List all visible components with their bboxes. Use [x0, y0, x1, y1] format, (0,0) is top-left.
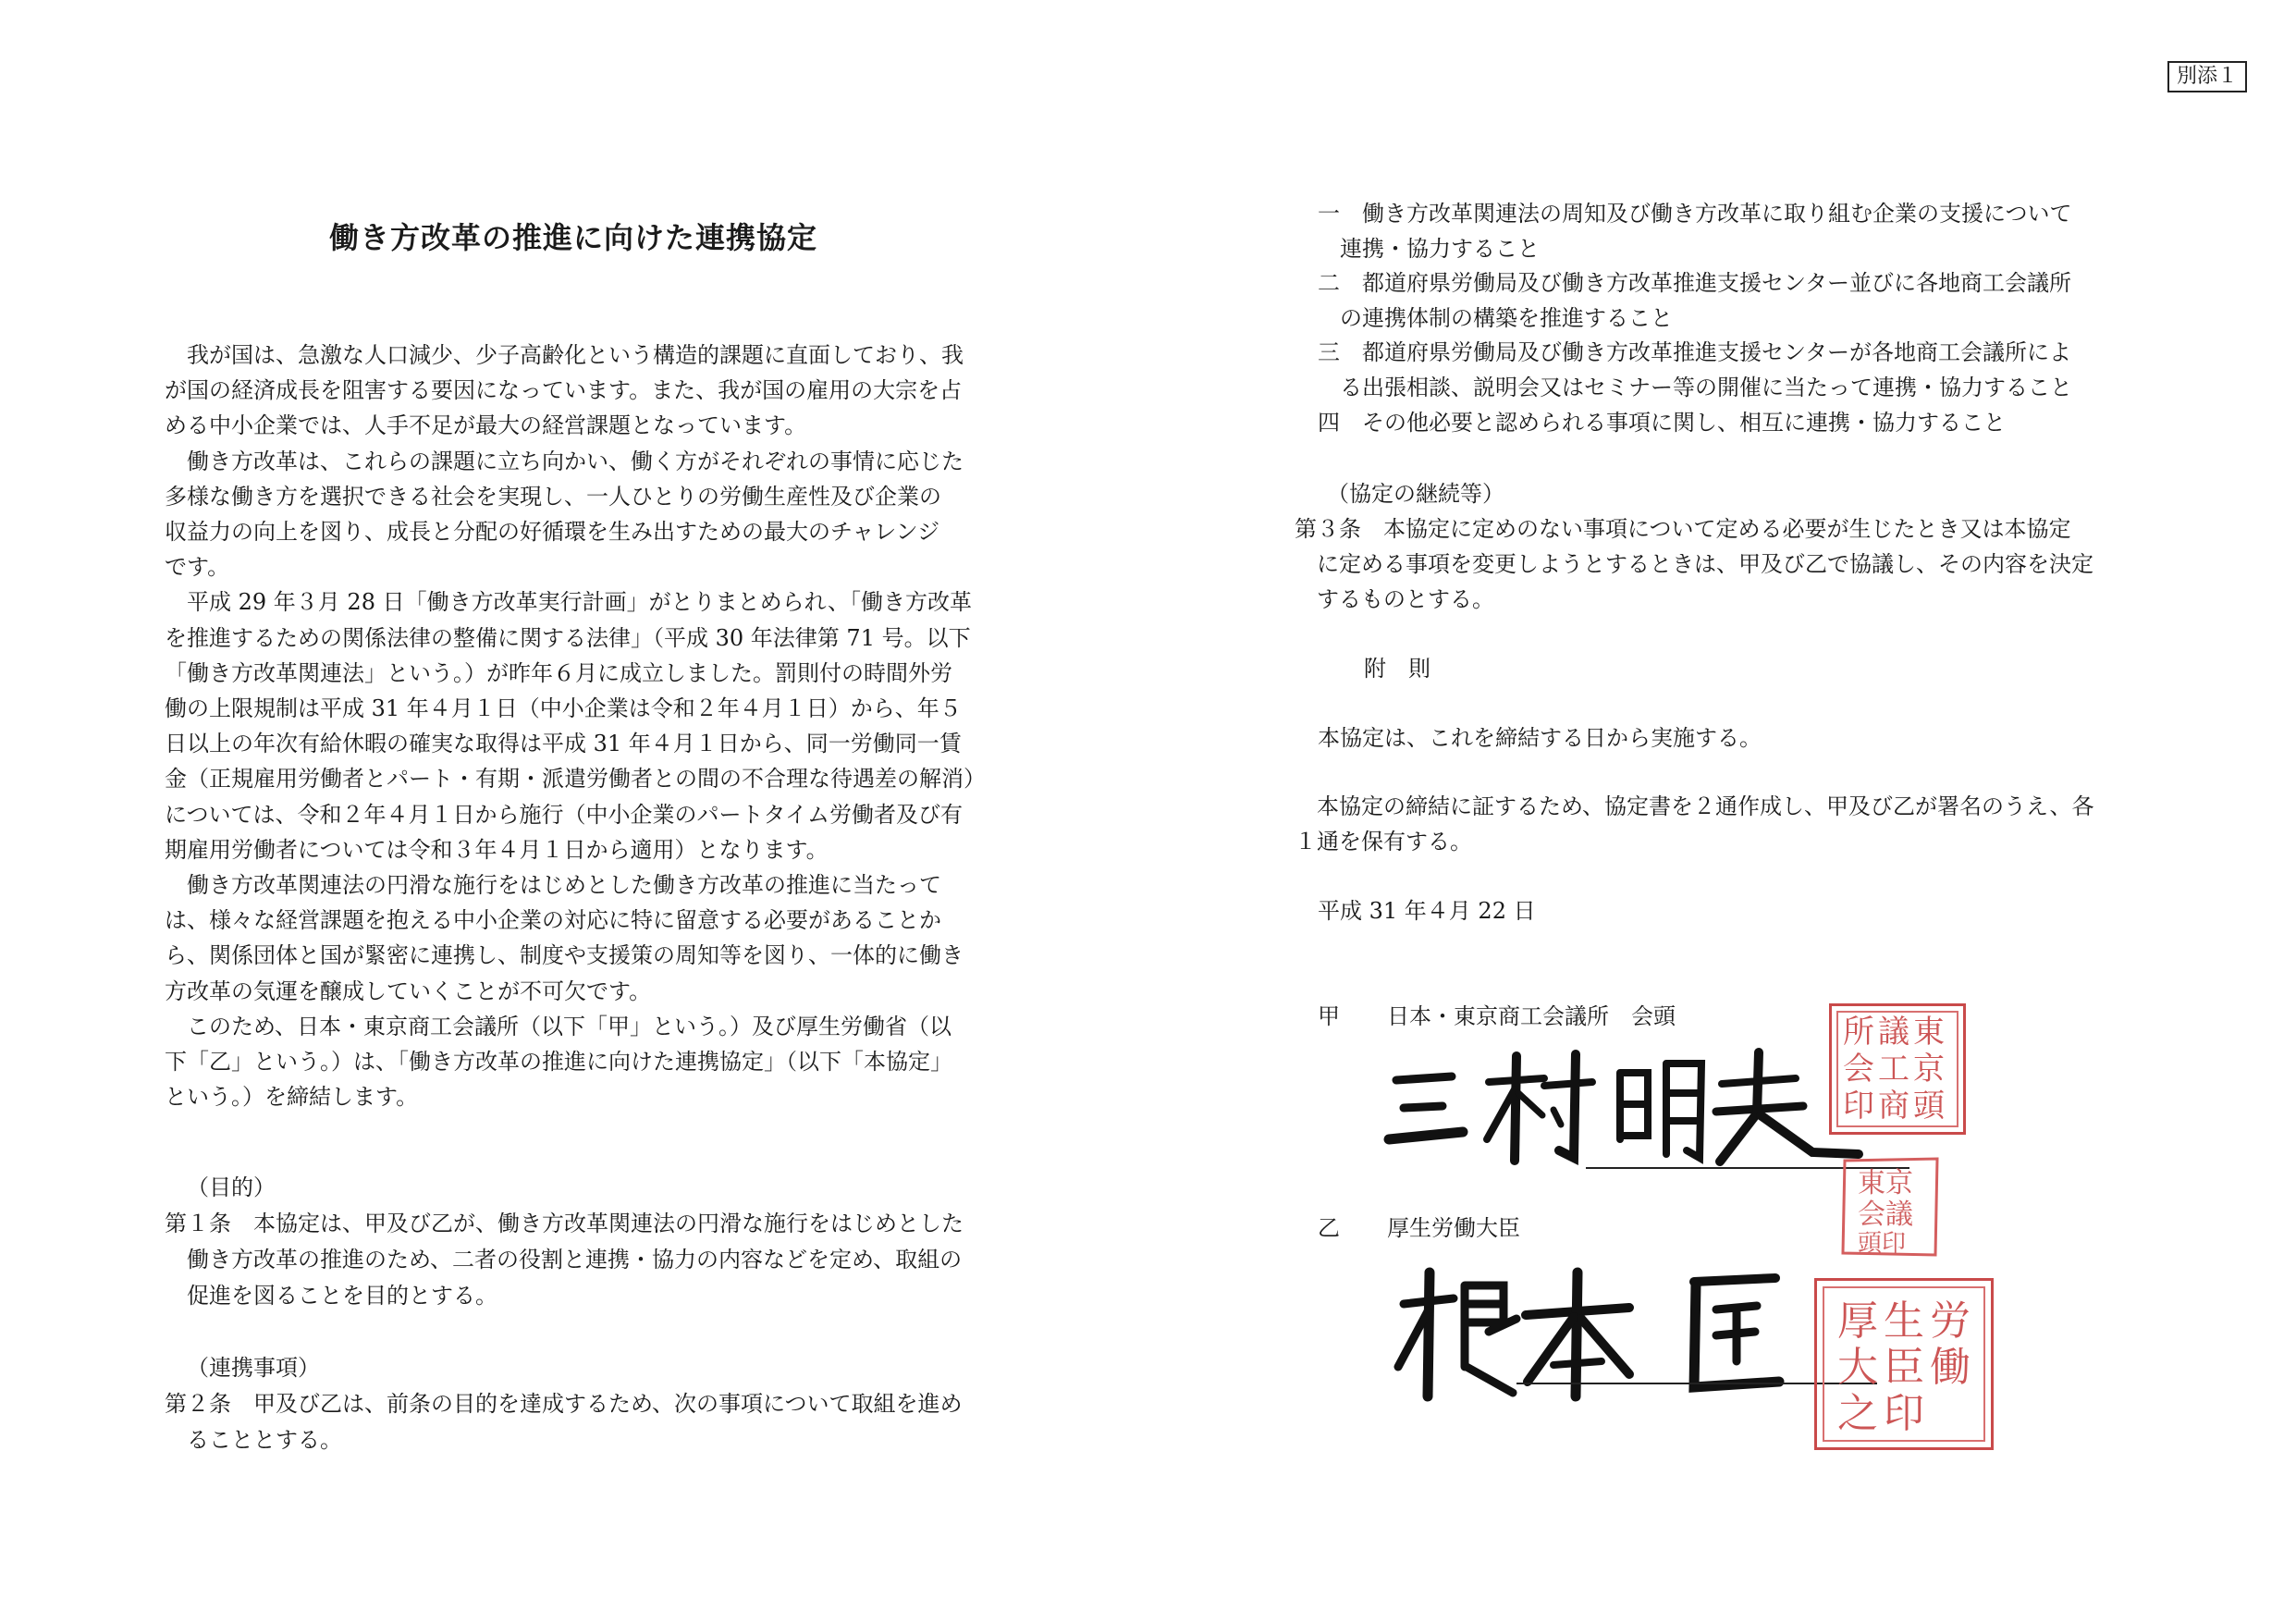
- preamble-line: このため、日本・東京商工会議所（以下「甲」という。）及び厚生労働省（以: [165, 1013, 952, 1039]
- cooperation-item-line: 二 都道府県労働局及び働き方改革推進支援センター並びに各地商工会議所: [1318, 270, 2072, 297]
- article3-line: に定める事項を変更しようとするときは、甲及び乙で協議し、その内容を決定: [1295, 551, 2093, 577]
- preamble-line: 日以上の年次有給休暇の確実な取得は平成 31 年４月１日から、同一労働同一賃: [165, 731, 962, 757]
- party-b-label: 乙: [1318, 1215, 1340, 1241]
- preamble-line: 働の上限規制は平成 31 年４月１日（中小企業は令和２年４月１日）から、年５: [165, 695, 962, 721]
- cooperation-item-line: る出張相談、説明会又はセミナー等の開催に当たって連携・協力すること: [1318, 375, 2072, 400]
- preamble-line: 期雇用労働者については令和３年４月１日から適用）となります。: [165, 836, 829, 863]
- preamble-line: 我が国は、急激な人口減少、少子高齢化という構造的課題に直面しており、我: [165, 342, 964, 368]
- party-a-label: 甲: [1318, 1003, 1340, 1029]
- article3-heading: （協定の継続等）: [1327, 481, 1504, 507]
- article3-line: 第３条 本協定に定めのない事項について定める必要が生じたとき又は本協定: [1295, 516, 2071, 542]
- preamble-line: 平成 29 年３月 28 日「働き方改革実行計画」がとりまとめられ、「働き方改革: [165, 589, 973, 616]
- preamble-line: は、様々な経営課題を抱える中小企業の対応に特に留意する必要があることか: [165, 907, 941, 934]
- article1-line: 促進を図ることを目的とする。: [165, 1283, 497, 1309]
- preamble-line: を推進するための関係法律の整備に関する法律」（平成 30 年法律第 71 号。以下: [165, 624, 971, 651]
- article1-line: 働き方改革の推進のため、二者の役割と連携・協力の内容などを定め、取組の: [165, 1247, 963, 1273]
- cooperation-item-line: 三 都道府県労働局及び働き方改革推進支援センターが各地商工会議所によ: [1318, 339, 2072, 366]
- preamble-line: 働き方改革は、これらの課題に立ち向かい、働く方がそれぞれの事情に応じた: [165, 448, 964, 474]
- preamble-line: 多様な働き方を選択できる社会を実現し、一人ひとりの労働生産性及び企業の: [165, 483, 941, 510]
- party-a-seal: 所 議 東 会 工 京 印 商 頭: [1829, 1003, 1966, 1135]
- svg-text:頭印: 頭印: [1858, 1230, 1907, 1258]
- annex-label: 別添１: [2167, 61, 2247, 92]
- preamble-line: める中小企業では、人手不足が最大の経営課題となっています。: [165, 412, 807, 439]
- svg-text:会議: 会議: [1858, 1199, 1913, 1231]
- cooperation-item-line: 一 働き方改革関連法の周知及び働き方改革に取り組む企業の支援について: [1318, 201, 2072, 227]
- article1-line: 第１条 本協定は、甲及び乙が、働き方改革関連法の円滑な施行をはじめとした: [165, 1211, 964, 1236]
- preamble-line: 金（正規雇用労働者とパート・有期・派遣労働者との間の不合理な待遇差の解消）: [165, 766, 986, 793]
- article2-line: 第２条 甲及び乙は、前条の目的を達成するため、次の事項について取組を進め: [165, 1391, 963, 1417]
- party-a-signature: [1378, 1036, 1886, 1174]
- preamble-line: です。: [165, 554, 230, 581]
- article3-line: するものとする。: [1295, 586, 1494, 612]
- party-a-title: 日本・東京商工会議所 会頭: [1387, 1003, 1676, 1029]
- document-title: 働き方改革の推進に向けた連携協定: [329, 220, 818, 255]
- party-b-title: 厚生労働大臣: [1387, 1215, 1520, 1241]
- supplementary-heading: 附 則: [1364, 656, 1430, 682]
- cooperation-item-line: 連携・協力すること: [1318, 235, 1540, 262]
- closing-line: １通を保有する。: [1295, 829, 1472, 855]
- preamble-line: ら、関係団体と国が緊密に連携し、制度や支援策の周知等を図り、一体的に働き: [165, 942, 964, 969]
- preamble-line: という。）を締結します。: [165, 1084, 419, 1111]
- preamble-line: 下「乙」という。）は、「働き方改革の推進に向けた連携協定」（以下「本協定」: [165, 1049, 952, 1075]
- preamble-line: 収益力の向上を図り、成長と分配の好循環を生み出すための最大のチャレンジ: [165, 519, 940, 545]
- preamble-line: 働き方改革関連法の円滑な施行をはじめとした働き方改革の推進に当たって: [165, 872, 941, 898]
- party-a-seal-secondary: [1836, 1151, 1946, 1262]
- agreement-date: 平成 31 年４月 22 日: [1318, 898, 1536, 924]
- preamble-line: 「働き方改革関連法」という。）が昨年６月に成立しました。罰則付の時間外労: [165, 659, 952, 686]
- party-b-seal: 厚 生 労 大 臣 働 之 印: [1814, 1278, 1994, 1450]
- closing-line: 本協定の締結に証するため、協定書を２通作成し、甲及び乙が署名のうえ、各: [1295, 793, 2094, 819]
- article1-heading: （目的）: [187, 1174, 276, 1200]
- preamble-line: 方改革の気運を醸成していくことが不可欠です。: [165, 977, 652, 1004]
- article2-heading: （連携事項）: [187, 1355, 320, 1381]
- svg-text:東京: 東京: [1858, 1167, 1913, 1199]
- cooperation-item-line: 四 その他必要と認められる事項に関し、相互に連携・協力すること: [1318, 409, 2006, 436]
- cooperation-item-line: の連携体制の構築を推進すること: [1318, 304, 1673, 331]
- supplementary-text: 本協定は、これを締結する日から実施する。: [1318, 725, 1762, 751]
- preamble-line: については、令和２年４月１日から施行（中小企業のパートタイム労働者及び有: [165, 801, 964, 828]
- article2-line: ることとする。: [165, 1427, 342, 1453]
- preamble-line: が国の経済成長を阻害する要因になっています。また、我が国の雇用の大宗を占: [165, 377, 963, 404]
